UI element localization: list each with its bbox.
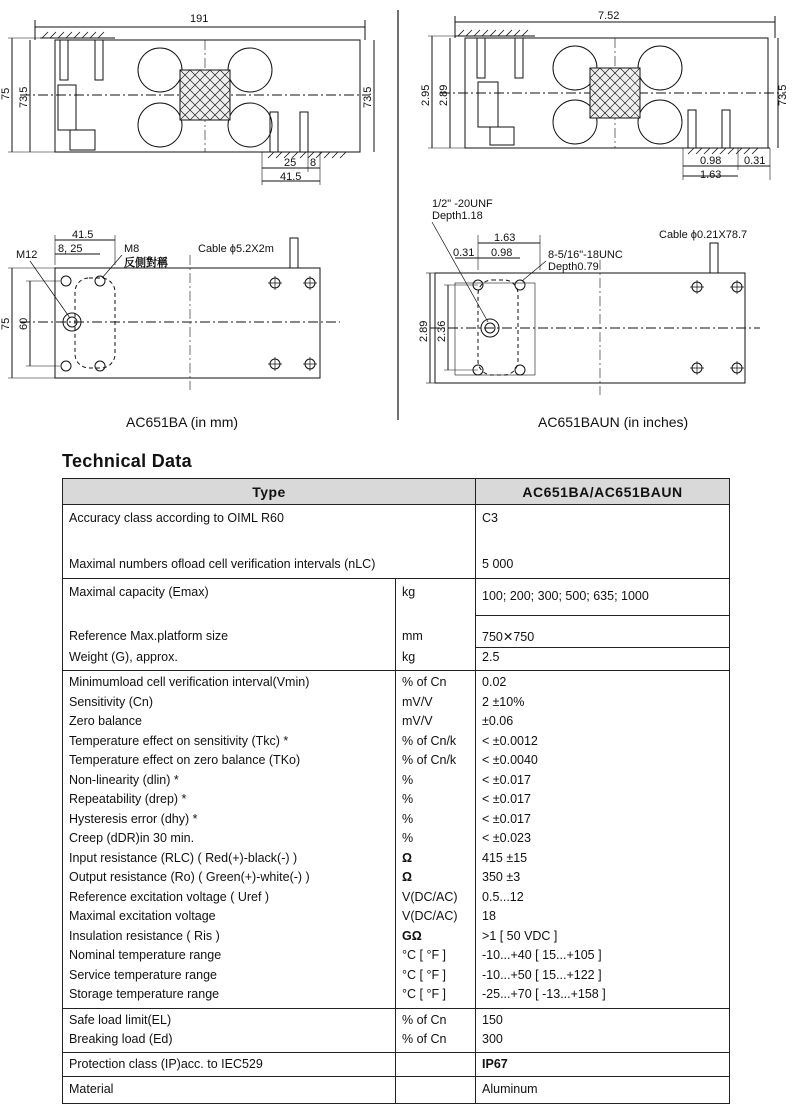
row-unit: kg bbox=[396, 579, 476, 616]
table-row bbox=[63, 1008, 730, 1030]
row-unit: Ω bbox=[396, 868, 476, 888]
table-row bbox=[63, 985, 730, 1008]
row-value: < ±0.023 bbox=[476, 829, 730, 849]
caption-inch: AC651BAUN (in inches) bbox=[538, 414, 689, 430]
row-value: < ±0.0040 bbox=[476, 751, 730, 771]
row-unit: GΩ bbox=[396, 927, 476, 947]
row-unit: °C [ °F ] bbox=[396, 966, 476, 986]
header-model: AC651BA/AC651BAUN bbox=[476, 479, 730, 505]
row-label: Breaking load (Ed) bbox=[63, 1030, 396, 1052]
row-label: Reference excitation voltage ( Uref ) bbox=[63, 888, 396, 908]
row-unit: % bbox=[396, 771, 476, 791]
row-value: 150 bbox=[476, 1008, 730, 1030]
row-value: < ±0.0012 bbox=[476, 732, 730, 752]
row-unit: % of Cn/k bbox=[396, 751, 476, 771]
row-label: Hysteresis error (dhy) * bbox=[63, 810, 396, 830]
dim-8-25: 8, 25 bbox=[58, 243, 83, 255]
table-row bbox=[63, 771, 730, 791]
row-label: Temperature effect on sensitivity (Tkc) * bbox=[63, 732, 396, 752]
dim-1-63-side: 1.63 bbox=[494, 232, 516, 244]
dim-41-5-top: 41.5 bbox=[280, 171, 302, 183]
dim-2-89-top: 2.89 bbox=[438, 84, 450, 106]
row-label: Insulation resistance ( Ris ) bbox=[63, 927, 396, 947]
row-value: 750✕750 bbox=[476, 615, 730, 648]
table-row bbox=[63, 732, 730, 752]
row-unit: Ω bbox=[396, 849, 476, 869]
row-label: Creep (dDR)in 30 min. bbox=[63, 829, 396, 849]
row-value: < ±0.017 bbox=[476, 810, 730, 830]
row-label: Service temperature range bbox=[63, 966, 396, 986]
row-unit: mV/V bbox=[396, 712, 476, 732]
row-label: Input resistance (RLC) ( Red(+)-black(-) ) bbox=[63, 849, 396, 869]
row-value: 18 bbox=[476, 907, 730, 927]
dim-75-side: 75 bbox=[0, 317, 12, 330]
label-thread-unf: 1/2" -20UNF bbox=[432, 198, 493, 210]
row-unit bbox=[396, 1052, 476, 1077]
dim-height-73-5-right: 73.5 bbox=[362, 86, 374, 108]
dim-73-5-inch: 73.5 bbox=[777, 84, 789, 106]
row-unit: V(DC/AC) bbox=[396, 888, 476, 908]
section-title: Technical Data bbox=[62, 451, 192, 471]
row-value: ±0.06 bbox=[476, 712, 730, 732]
table-row bbox=[63, 1030, 730, 1052]
row-unit: % bbox=[396, 810, 476, 830]
table-row bbox=[63, 1077, 730, 1104]
row-label: Repeatability (drep) * bbox=[63, 790, 396, 810]
row-label: Weight (G), approx. bbox=[63, 648, 396, 671]
row-label: Reference Max.platform size bbox=[63, 615, 396, 648]
row-label: Protection class (IP)acc. to IEC529 bbox=[63, 1052, 396, 1077]
table-row bbox=[63, 829, 730, 849]
row-label: Accuracy class according to OIML R60 bbox=[63, 505, 476, 529]
row-value: < ±0.017 bbox=[476, 771, 730, 791]
row-value: -25...+70 [ -13...+158 ] bbox=[476, 985, 730, 1008]
row-value: 0.5...12 bbox=[476, 888, 730, 908]
table-row bbox=[63, 671, 730, 693]
technical-data-table bbox=[62, 478, 730, 1104]
row-value: 415 ±15 bbox=[476, 849, 730, 869]
row-label: Output resistance (Ro) ( Green(+)-white(-) ) bbox=[63, 868, 396, 888]
row-value: C3 bbox=[476, 505, 730, 529]
table-row bbox=[63, 529, 730, 579]
row-value: IP67 bbox=[476, 1052, 730, 1077]
row-label: Maximal capacity (Emax) bbox=[63, 579, 396, 616]
table-row bbox=[63, 615, 730, 648]
table-row bbox=[63, 888, 730, 908]
table-row bbox=[63, 1052, 730, 1077]
table-row bbox=[63, 966, 730, 986]
dim-height-75: 75 bbox=[0, 87, 12, 100]
row-label: Safe load limit(EL) bbox=[63, 1008, 396, 1030]
row-label: Material bbox=[63, 1077, 396, 1104]
table-row bbox=[63, 693, 730, 713]
row-value: 350 ±3 bbox=[476, 868, 730, 888]
label-cable-inch: Cable ϕ0.21X78.7 bbox=[659, 229, 748, 241]
row-value: < ±0.017 bbox=[476, 790, 730, 810]
dim-0-31-side: 0.31 bbox=[453, 247, 475, 259]
row-label: Sensitivity (Cn) bbox=[63, 693, 396, 713]
row-unit: % bbox=[396, 790, 476, 810]
label-m12: M12 bbox=[16, 249, 38, 261]
row-value: 2 ±10% bbox=[476, 693, 730, 713]
table-row bbox=[63, 712, 730, 732]
row-value: -10...+40 [ 15...+105 ] bbox=[476, 946, 730, 966]
label-m8-note: 反側對稱 bbox=[124, 257, 168, 269]
row-unit: °C [ °F ] bbox=[396, 985, 476, 1008]
table-row bbox=[63, 907, 730, 927]
dim-2-36: 2.36 bbox=[436, 320, 448, 342]
header-type: Type bbox=[63, 479, 476, 505]
row-value: 300 bbox=[476, 1030, 730, 1052]
dim-8: 8 bbox=[310, 157, 317, 169]
dim-25: 25 bbox=[284, 157, 297, 169]
dim-60: 60 bbox=[18, 317, 30, 330]
row-unit: % bbox=[396, 829, 476, 849]
row-value: 0.02 bbox=[476, 671, 730, 693]
row-unit: kg bbox=[396, 648, 476, 671]
dim-1-63-top: 1.63 bbox=[700, 169, 722, 181]
table-row bbox=[63, 868, 730, 888]
caption-mm: AC651BA (in mm) bbox=[126, 414, 239, 430]
inch-top-view bbox=[418, 198, 760, 395]
table-row bbox=[63, 751, 730, 771]
dim-0-98-side: 0.98 bbox=[491, 247, 513, 259]
table-row bbox=[63, 927, 730, 947]
label-depth-1-18: Depth1.18 bbox=[432, 210, 483, 222]
row-label: Zero balance bbox=[63, 712, 396, 732]
table-row bbox=[63, 579, 730, 616]
row-unit: °C [ °F ] bbox=[396, 946, 476, 966]
dim-41-5-side: 41.5 bbox=[72, 229, 94, 241]
row-label: Storage temperature range bbox=[63, 985, 396, 1008]
dim-2-89-side: 2.89 bbox=[418, 320, 430, 342]
technical-drawings bbox=[0, 0, 792, 445]
row-unit: % of Cn/k bbox=[396, 732, 476, 752]
row-label: Maximal excitation voltage bbox=[63, 907, 396, 927]
label-m8: M8 bbox=[124, 243, 140, 255]
mm-side-view bbox=[0, 13, 374, 185]
table-row bbox=[63, 648, 730, 671]
label-depth-0-79: Depth0.79 bbox=[548, 261, 599, 273]
row-unit: V(DC/AC) bbox=[396, 907, 476, 927]
row-value: 100; 200; 300; 500; 635; 1000 bbox=[476, 579, 730, 616]
label-cable-mm: Cable ϕ5.2X2m bbox=[198, 243, 274, 255]
label-thread-unc: 8-5/16"-18UNC bbox=[548, 249, 623, 261]
dim-height-73-5-left: 73.5 bbox=[18, 86, 30, 108]
row-value: 2.5 bbox=[476, 648, 730, 671]
row-unit: mV/V bbox=[396, 693, 476, 713]
dim-7-52: 7.52 bbox=[598, 10, 620, 22]
row-label: Nominal temperature range bbox=[63, 946, 396, 966]
mm-top-view bbox=[0, 229, 340, 390]
row-label: Maximal numbers ofload cell verification intervals (nLC) bbox=[63, 529, 476, 579]
row-value: Aluminum bbox=[476, 1077, 730, 1104]
row-value: -10...+50 [ 15...+122 ] bbox=[476, 966, 730, 986]
inch-side-view bbox=[420, 10, 789, 181]
row-label: Non-linearity (dlin) * bbox=[63, 771, 396, 791]
table-row bbox=[63, 790, 730, 810]
row-unit: % of Cn bbox=[396, 671, 476, 693]
dim-0-31-top: 0.31 bbox=[744, 155, 766, 167]
table-row bbox=[63, 849, 730, 869]
table-row bbox=[63, 946, 730, 966]
row-value: >1 [ 50 VDC ] bbox=[476, 927, 730, 947]
row-unit: % of Cn bbox=[396, 1008, 476, 1030]
table-row bbox=[63, 505, 730, 529]
dim-width-top: 191 bbox=[190, 13, 209, 25]
dim-0-98-top: 0.98 bbox=[700, 155, 722, 167]
row-unit bbox=[396, 1077, 476, 1104]
dim-2-95: 2.95 bbox=[420, 84, 432, 106]
row-unit: mm bbox=[396, 615, 476, 648]
row-unit: % of Cn bbox=[396, 1030, 476, 1052]
row-value: 5 000 bbox=[476, 529, 730, 579]
table-row bbox=[63, 810, 730, 830]
row-label: Temperature effect on zero balance (TKo) bbox=[63, 751, 396, 771]
row-label: Minimumload cell verification interval(Vmin) bbox=[63, 671, 396, 693]
